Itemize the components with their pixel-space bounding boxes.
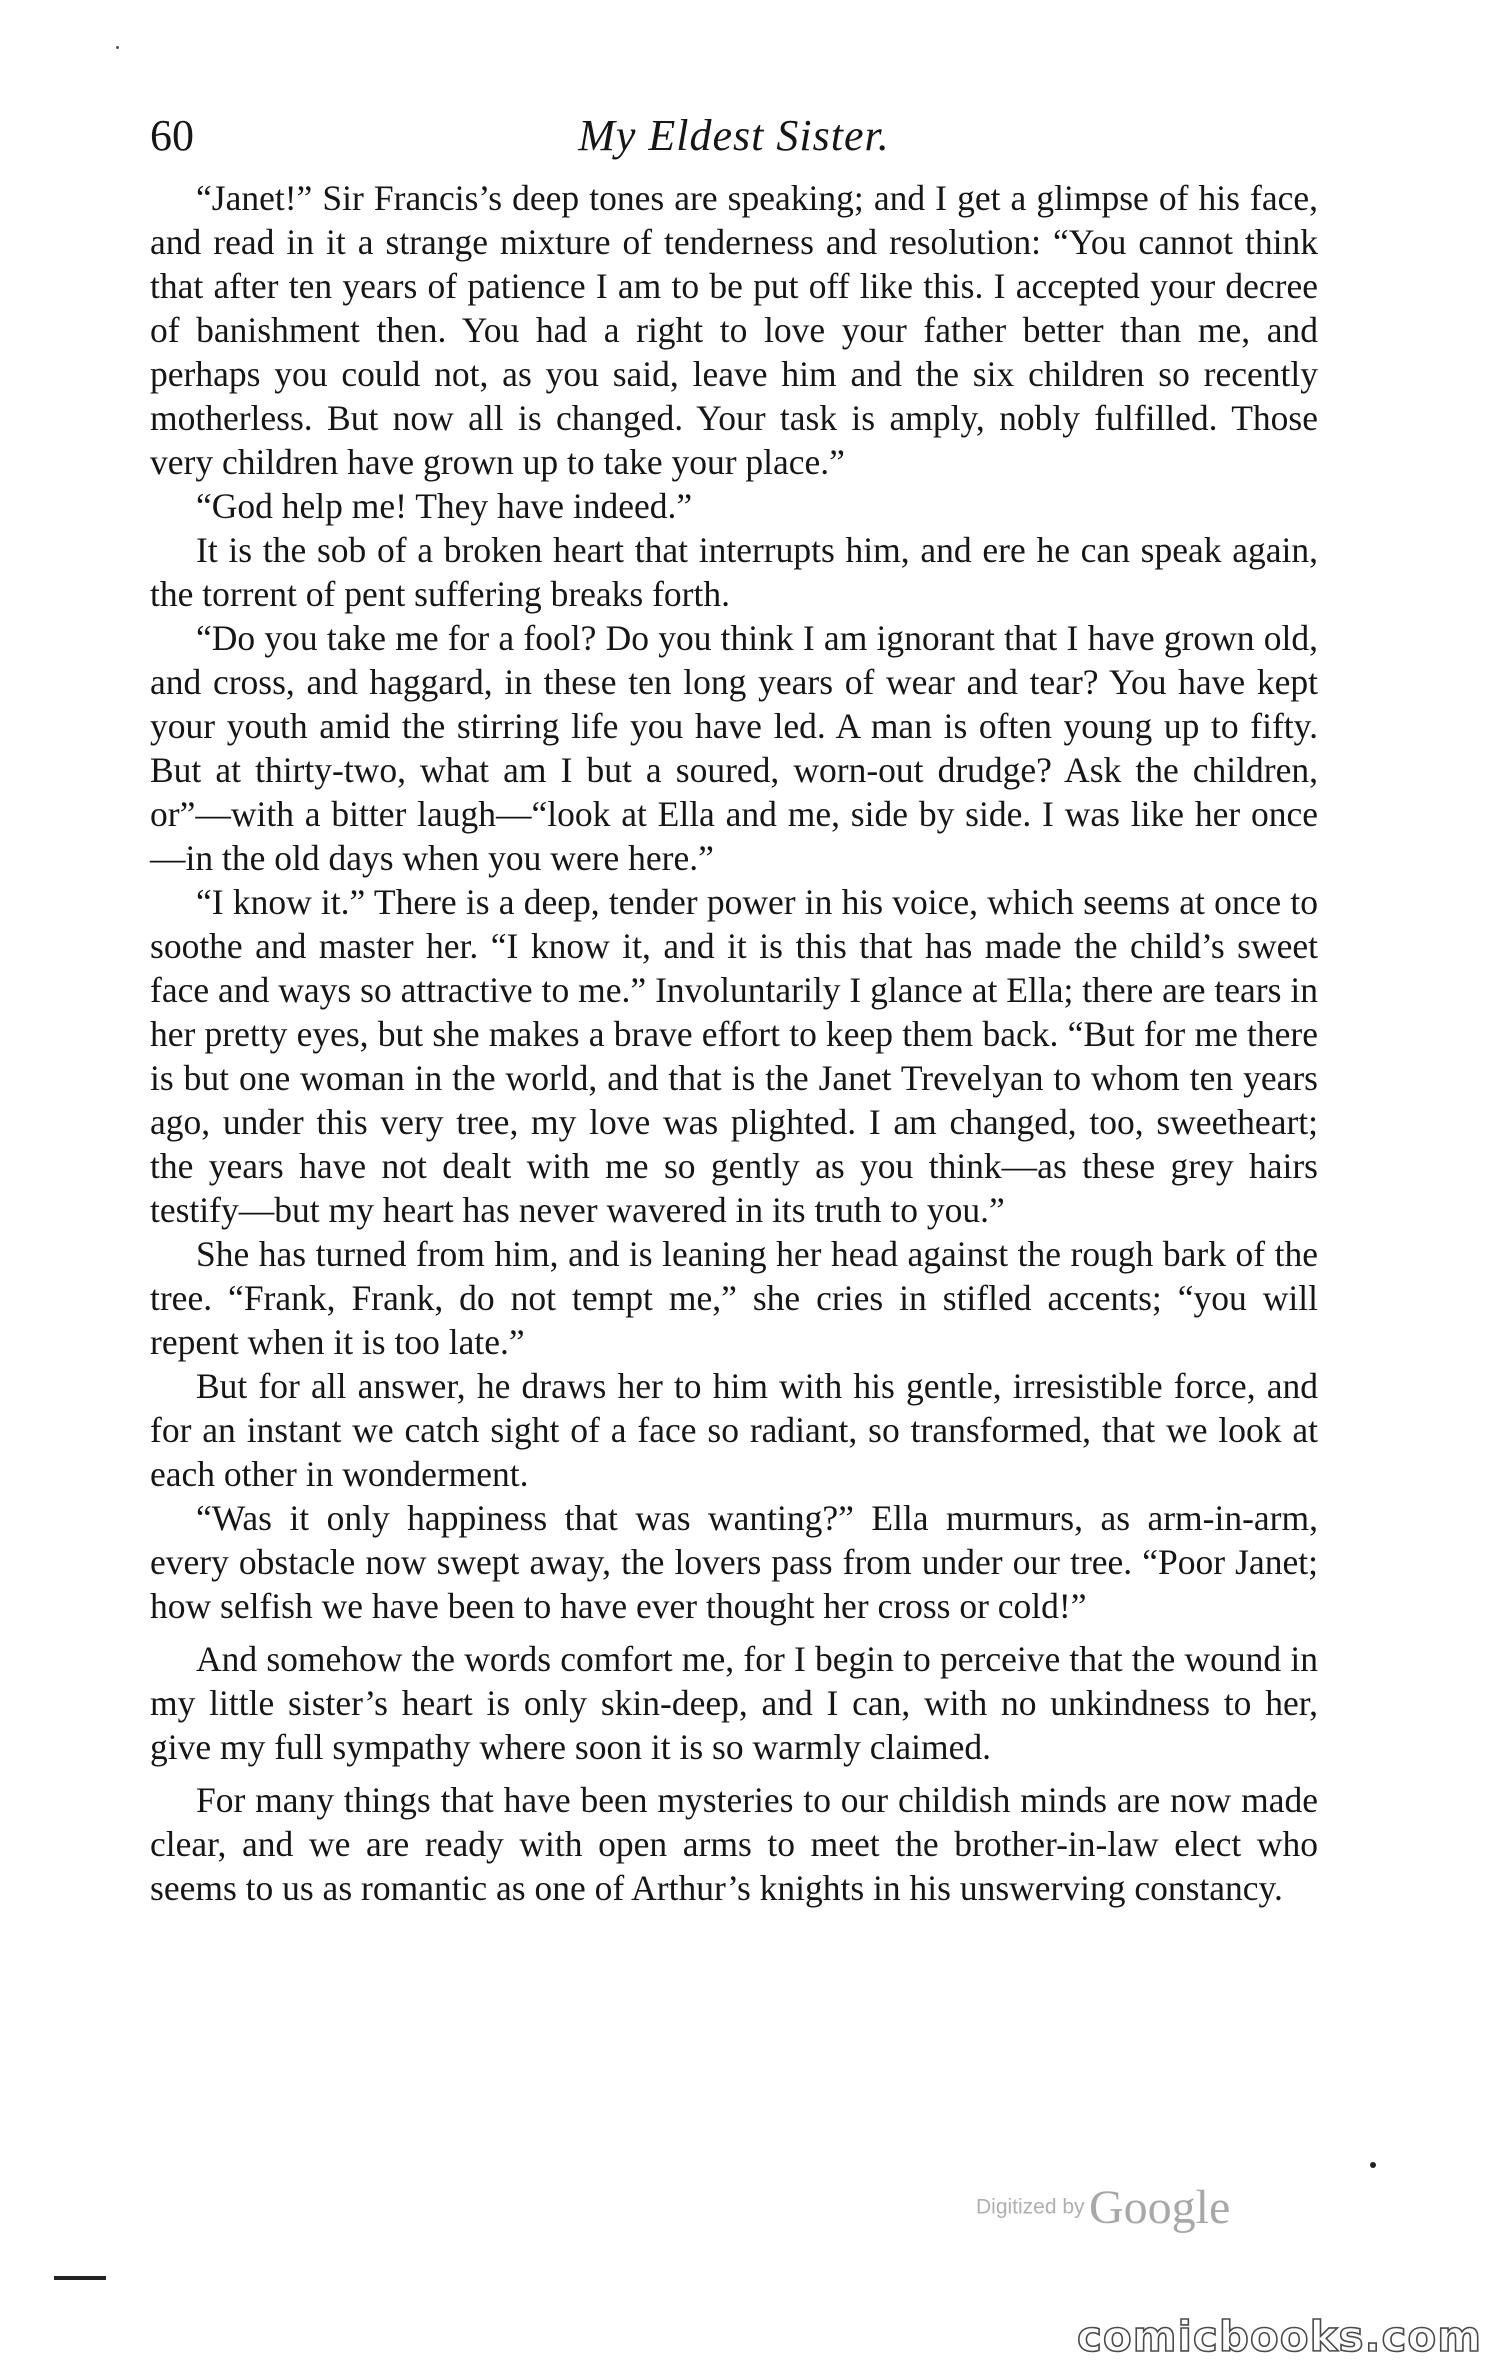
paragraph: “I know it.” There is a deep, tender power in his voice, which seems at once to soothe and master her. “I know it, and it is this that has made the child’s sweet face and ways so attractive to me.” Involuntarily I glance at Ella; there are tears in her pretty eyes, but she makes a brave effort to keep them back. “But for me there is but one woman in the world, and that is the Janet Trevelyan to whom ten years ago, under this very tree, my love was plighted. I am changed, too, sweetheart; the years have not dealt with me so gently as you think—as these grey hairs testify—but my heart has never wavered in its truth to you.” [150, 882, 1318, 1230]
page-header [150, 108, 1318, 168]
paragraph: She has turned from him, and is leaning her head against the rough bark of the tree. “Frank, Frank, do not tempt me,” she cries in stifled accents; “you will repent when it is too late.” [150, 1234, 1318, 1362]
page-number: 60 [150, 111, 194, 160]
body-text [150, 176, 1318, 1910]
digitized-prefix: Digitized by [976, 2195, 1085, 2219]
google-logo-text: Google [1089, 2181, 1231, 2234]
paragraph: “Janet!” Sir Francis’s deep tones are speaking; and I get a glimpse of his face, and read in it a strange mixture of tenderness and resolution: “You cannot think that after ten years of patience I am to be put off like this. I accepted your decree of banishment then. You had a right to love your father better than me, and perhaps you could not, as you said, leave him and the six children so recently motherless. But now all is changed. Your task is amply, nobly fulfilled. Those very children have grown up to take your place.” [150, 178, 1318, 482]
paragraph: “Do you take me for a fool? Do you think I am ignorant that I have grown old, and cross, and haggard, in these ten long years of wear and tear? You have kept your youth amid the stirring life you have led. A man is often young up to fifty. But at thirty-two, what am I but a soured, worn-out drudge? Ask the children, or”—with a bitter laugh—“look at Ella and me, side by side. I was like her once—in the old days when you were here.” [150, 618, 1318, 878]
scan-dot [1370, 2162, 1376, 2168]
paragraph: And somehow the words comfort me, for I begin to perceive that the wound in my little sister’s heart is only skin-deep, and I can, with no unkindness to her, give my full sympathy where soon it is so warmly claimed. [150, 1639, 1318, 1767]
paragraph: For many things that have been mysteries to our childish minds are now made clear, and we are ready with open arms to meet the brother-in-law elect who seems to us as romantic as one of Arthur’s knights in his unswerving constancy. [150, 1780, 1318, 1908]
paragraph: “Was it only happiness that was wanting?” Ella murmurs, as arm-in-arm, every obstacle now swept away, the lovers pass from under our tree. “Poor Janet; how selfish we have been to have ever thought her cross or cold!” [150, 1498, 1318, 1626]
paragraph: But for all answer, he draws her to him with his gentle, irresistible force, and for an instant we catch sight of a face so radiant, so transformed, that we look at each other in wonderment. [150, 1366, 1318, 1494]
paragraph: It is the sob of a broken heart that interrupts him, and ere he can speak again, the torrent of pent suffering breaks forth. [150, 530, 1318, 614]
scan-speck [116, 46, 119, 49]
running-title: My Eldest Sister. [578, 111, 890, 160]
digitized-by-google-mark [976, 2180, 1230, 2235]
paragraph: “God help me! They have indeed.” [196, 486, 693, 526]
site-watermark: comicbooks.com [1077, 2312, 1482, 2361]
margin-dash [54, 2276, 106, 2280]
